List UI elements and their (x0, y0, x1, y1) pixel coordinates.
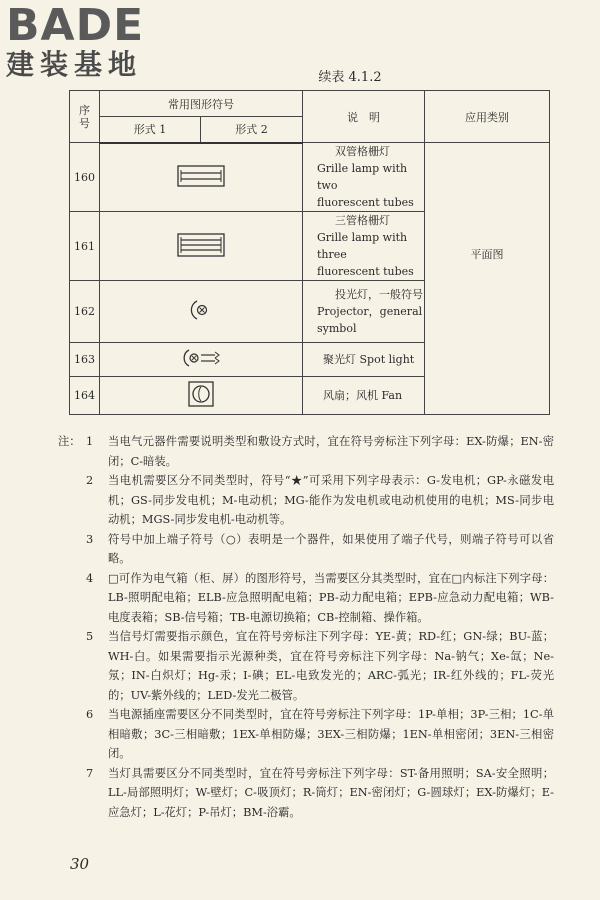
note-item (58, 432, 554, 471)
note-number: 5 (86, 630, 94, 643)
description-en: fluorescent tubes (317, 196, 414, 209)
description-en: symbol (317, 322, 357, 335)
table-title: 续表 4.1.2 (318, 70, 382, 85)
publisher-logo (6, 0, 176, 82)
header-category: 应用类别 (425, 91, 550, 143)
note-text: 当电机需要区分不同类型时，符号“★”可采用下列字母表示：G-发电机；GP-永磁发电机；GS-同步发电机；M-电动机；MG-能作为发电机或电动机使用的电机；MS-同步电动机；MGS-同步发电机-电动机等。 (108, 474, 554, 526)
page-number: 30 (70, 855, 90, 873)
note-item (86, 569, 554, 628)
row-number: 163 (70, 343, 100, 377)
note-text: 符号中加上端子符号（○）表明是一个器件，如果使用了端子代号，则端子符号可以省略。 (108, 532, 554, 565)
header-desc: 说 明 (303, 91, 425, 143)
category-cell: 平面图 (425, 143, 550, 415)
row-number: 164 (70, 377, 100, 415)
note-number: 4 (86, 571, 94, 585)
grille-lamp-three-tubes-icon (175, 231, 227, 262)
notes-label: 注： (58, 435, 81, 448)
description-zh: 双管格栅灯 (335, 145, 390, 158)
projector-icon (188, 297, 214, 326)
row-number: 161 (70, 212, 100, 281)
spot-light-icon (181, 347, 221, 372)
note-number: 1 (86, 435, 94, 448)
row-number: 162 (70, 281, 100, 343)
description-en: Projector，general (317, 305, 423, 318)
symbol-table (69, 90, 550, 415)
description-en: fluorescent tubes (317, 265, 414, 278)
logo-wordmark: BADE (6, 0, 145, 51)
header-form2: 形式 2 (201, 117, 303, 143)
fan-icon (187, 380, 215, 411)
note-item (86, 764, 554, 823)
table-row (70, 143, 550, 212)
header-seq: 序号 (70, 91, 100, 143)
notes-section (58, 432, 554, 822)
description-zh: 投光灯，一般符号 (335, 288, 423, 301)
description-zh: 三管格栅灯 (335, 214, 390, 227)
description-zh: 聚光灯 Spot light (323, 353, 415, 366)
description-zh: 风扇；风机 Fan (323, 389, 403, 402)
note-text: 当灯具需要区分不同类型时，宜在符号旁标注下列字母：ST-备用照明；SA-安全照明；LL-局部照明灯；W-壁灯；C-吸顶灯；R-筒灯；EN-密闭灯；G-圆球灯；EX-防爆灯；E-应急灯；L-花灯；P-吊灯；BM-浴霸。 (108, 766, 554, 819)
note-text: 当信号灯需要指示颜色，宜在符号旁标注下列字母：YE-黄；RD-红；GN-绿；BU-蓝；WH-白。如果需要指示光源种类，宜在符号旁标注下列字母：Na-钠气；Xe-氙；Ne-氖；IN-白炽灯；Hg-汞；I-碘；EL-电致发光的；ARC-弧光；IR-红外线的；FL-荧光的；UV-紫外线的；LED-发光二极管。 (108, 630, 554, 702)
note-number: 7 (86, 766, 94, 780)
note-text: 当电源插座需要区分不同类型时，宜在符号旁标注下列字母：1P-单相；3P-三相；1C-单相暗敷；3C-三相暗敷；1EX-单相防爆；3EX-三相防爆；1EN-单相密闭；3EN-三相密闭。 (108, 708, 554, 760)
description-en: Grille lamp with two (317, 162, 408, 192)
header-form1: 形式 1 (100, 117, 201, 143)
note-item (86, 705, 554, 764)
description-en: Grille lamp with three (317, 231, 408, 261)
note-item (86, 530, 554, 569)
note-item (86, 627, 554, 705)
header-symbols: 常用图形符号 (100, 91, 303, 117)
note-number: 2 (86, 474, 94, 487)
row-number: 160 (70, 143, 100, 212)
note-number: 3 (86, 532, 94, 546)
note-text: 当电气元器件需要说明类型和敷设方式时，宜在符号旁标注下列字母：EX-防爆；EN-密闭；C-暗装。 (108, 435, 554, 468)
logo-subtitle: 建装基地 (6, 48, 143, 81)
grille-lamp-two-tubes-icon (175, 163, 227, 192)
note-item (86, 471, 554, 530)
note-number: 6 (86, 708, 94, 721)
note-text: □可作为电气箱（柜、屏）的图形符号，当需要区分其类型时，宜在□内标注下列字母：LB-照明配电箱；ELB-应急照明配电箱；PB-动力配电箱；EPB-应急动力配电箱；WB-电度表箱；SB-信号箱；TB-电源切换箱；CB-控制箱、操作箱。 (108, 571, 554, 624)
